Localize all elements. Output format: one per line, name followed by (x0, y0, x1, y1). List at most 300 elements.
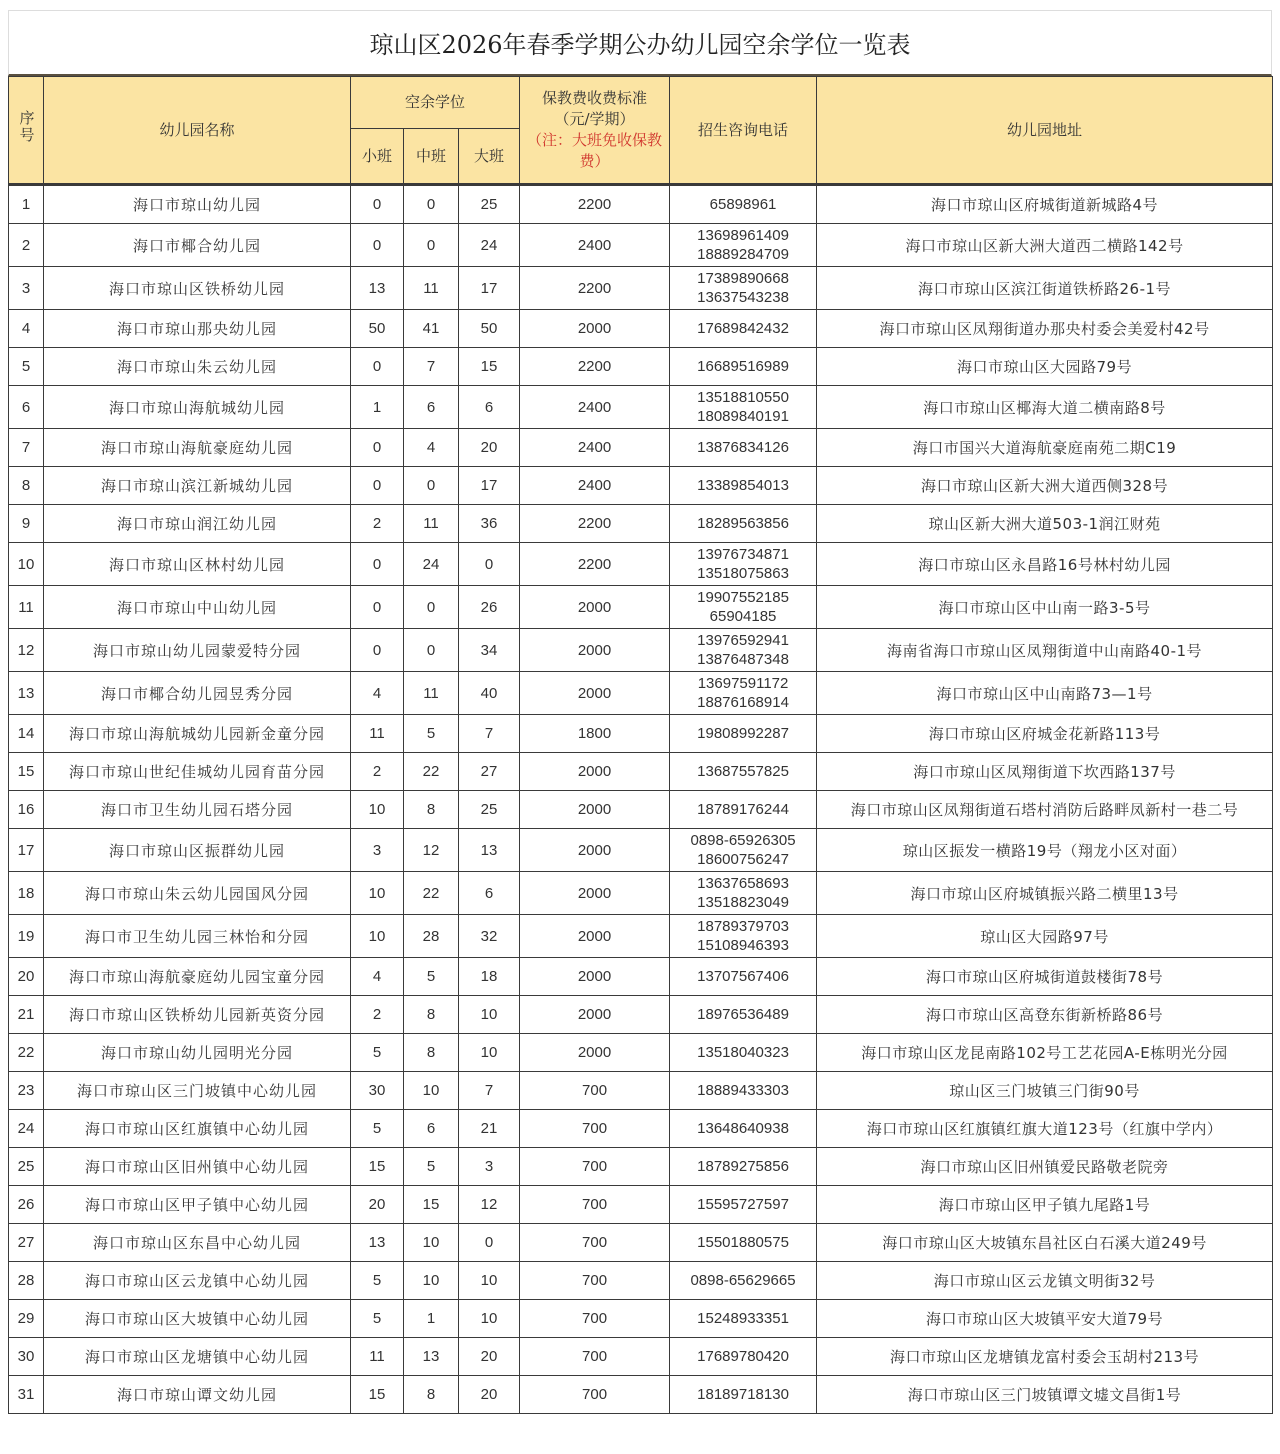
cell-small-class-vacancy: 13 (351, 267, 404, 310)
vacancy-table (8, 76, 1273, 1414)
cell-fee: 2200 (520, 348, 670, 386)
cell-small-class-vacancy: 0 (351, 629, 404, 672)
cell-small-class-vacancy: 0 (351, 429, 404, 467)
cell-small-class-vacancy: 50 (351, 310, 404, 348)
cell-kindergarten-name: 海口市琼山谭文幼儿园 (44, 1376, 351, 1414)
cell-large-class-vacancy: 36 (459, 505, 520, 543)
cell-phone (670, 543, 817, 586)
cell-phone (670, 996, 817, 1034)
cell-small-class-vacancy: 2 (351, 753, 404, 791)
phone-number[interactable]: 18600756247 (697, 851, 789, 868)
cell-kindergarten-name: 海口市琼山区龙塘镇中心幼儿园 (44, 1338, 351, 1376)
cell-phone (670, 1338, 817, 1376)
cell-large-class-vacancy: 18 (459, 958, 520, 996)
table-row (9, 185, 1273, 224)
cell-seq: 2 (9, 224, 44, 267)
cell-fee: 2000 (520, 958, 670, 996)
cell-small-class-vacancy: 5 (351, 1034, 404, 1072)
phone-number[interactable]: 19907552185 (697, 589, 789, 606)
header-fee (520, 77, 670, 185)
cell-large-class-vacancy: 10 (459, 996, 520, 1034)
cell-fee: 2000 (520, 310, 670, 348)
table-row (9, 1186, 1273, 1224)
cell-large-class-vacancy: 20 (459, 429, 520, 467)
phone-number[interactable]: 18789379703 (697, 918, 789, 935)
cell-middle-class-vacancy: 15 (404, 1186, 459, 1224)
cell-phone (670, 629, 817, 672)
cell-seq: 27 (9, 1224, 44, 1262)
phone-number[interactable]: 19808992287 (697, 725, 789, 742)
cell-middle-class-vacancy: 0 (404, 586, 459, 629)
cell-large-class-vacancy: 34 (459, 629, 520, 672)
table-row (9, 958, 1273, 996)
cell-phone (670, 185, 817, 224)
cell-middle-class-vacancy: 22 (404, 753, 459, 791)
cell-address: 海口市琼山区龙塘镇龙富村委会玉胡村213号 (817, 1338, 1273, 1376)
cell-fee: 2000 (520, 996, 670, 1034)
phone-number[interactable]: 13637658693 (697, 875, 789, 892)
phone-number[interactable]: 18889284709 (697, 246, 789, 263)
table-row (9, 1148, 1273, 1186)
header-phone: 招生咨询电话 (670, 77, 817, 185)
cell-address: 琼山区新大洲大道503-1润江财苑 (817, 505, 1273, 543)
cell-middle-class-vacancy: 11 (404, 672, 459, 715)
cell-kindergarten-name: 海口市琼山朱云幼儿园国风分园 (44, 872, 351, 915)
header-fee-unit: （元/学期） (554, 110, 635, 128)
cell-kindergarten-name: 海口市卫生幼儿园三林怡和分园 (44, 915, 351, 958)
cell-middle-class-vacancy: 13 (404, 1338, 459, 1376)
cell-address: 海口市琼山区高登东街新桥路86号 (817, 996, 1273, 1034)
cell-fee: 700 (520, 1110, 670, 1148)
phone-number[interactable]: 13518075863 (697, 565, 789, 582)
page-title: 琼山区2026年春季学期公办幼儿园空余学位一览表 (369, 31, 911, 59)
table-row (9, 753, 1273, 791)
cell-large-class-vacancy: 32 (459, 915, 520, 958)
cell-fee: 2000 (520, 1034, 670, 1072)
table-row (9, 386, 1273, 429)
cell-seq: 17 (9, 829, 44, 872)
cell-middle-class-vacancy: 24 (404, 543, 459, 586)
cell-seq: 24 (9, 1110, 44, 1148)
cell-address: 海口市琼山区三门坡镇谭文墟文昌街1号 (817, 1376, 1273, 1414)
cell-kindergarten-name: 海口市琼山海航城幼儿园新金童分园 (44, 715, 351, 753)
cell-small-class-vacancy: 30 (351, 1072, 404, 1110)
table-row (9, 1110, 1273, 1148)
cell-seq: 19 (9, 915, 44, 958)
table-row (9, 1262, 1273, 1300)
table-row (9, 791, 1273, 829)
cell-large-class-vacancy: 20 (459, 1338, 520, 1376)
phone-number[interactable]: 13389854013 (697, 477, 789, 494)
header-fee-title: 保教费收费标准 (542, 89, 648, 107)
cell-seq: 13 (9, 672, 44, 715)
cell-kindergarten-name: 海口市琼山区甲子镇中心幼儿园 (44, 1186, 351, 1224)
header-seq: 序号 (9, 77, 44, 185)
cell-phone (670, 467, 817, 505)
cell-fee: 1800 (520, 715, 670, 753)
cell-seq: 15 (9, 753, 44, 791)
cell-middle-class-vacancy: 6 (404, 386, 459, 429)
cell-small-class-vacancy: 10 (351, 872, 404, 915)
cell-large-class-vacancy: 40 (459, 672, 520, 715)
cell-phone (670, 1034, 817, 1072)
cell-fee: 2400 (520, 386, 670, 429)
phone-number[interactable]: 18189718130 (697, 1386, 789, 1403)
phone-number[interactable]: 18289563856 (697, 515, 789, 532)
cell-address: 琼山区大园路97号 (817, 915, 1273, 958)
cell-seq: 7 (9, 429, 44, 467)
cell-large-class-vacancy: 6 (459, 872, 520, 915)
cell-middle-class-vacancy: 0 (404, 185, 459, 224)
cell-fee: 2000 (520, 753, 670, 791)
header-small-class: 小班 (351, 129, 404, 185)
phone-number[interactable]: 17689842432 (697, 320, 789, 337)
cell-middle-class-vacancy: 10 (404, 1224, 459, 1262)
table-row (9, 715, 1273, 753)
cell-small-class-vacancy: 5 (351, 1110, 404, 1148)
cell-seq: 18 (9, 872, 44, 915)
cell-phone (670, 829, 817, 872)
phone-number[interactable]: 18789176244 (697, 801, 789, 818)
cell-middle-class-vacancy: 10 (404, 1072, 459, 1110)
cell-small-class-vacancy: 11 (351, 1338, 404, 1376)
cell-small-class-vacancy: 1 (351, 386, 404, 429)
phone-number[interactable]: 65904185 (709, 608, 777, 625)
cell-phone (670, 791, 817, 829)
phone-number[interactable]: 13876834126 (697, 439, 789, 456)
cell-kindergarten-name: 海口市琼山世纪佳城幼儿园育苗分园 (44, 753, 351, 791)
cell-address: 海口市琼山区甲子镇九尾路1号 (817, 1186, 1273, 1224)
cell-kindergarten-name: 海口市琼山海航城幼儿园 (44, 386, 351, 429)
cell-large-class-vacancy: 7 (459, 1072, 520, 1110)
cell-large-class-vacancy: 24 (459, 224, 520, 267)
cell-phone (670, 1300, 817, 1338)
cell-large-class-vacancy: 12 (459, 1186, 520, 1224)
table-row (9, 586, 1273, 629)
cell-small-class-vacancy: 15 (351, 1148, 404, 1186)
phone-number[interactable]: 15108946393 (697, 937, 789, 954)
cell-phone (670, 1072, 817, 1110)
cell-seq: 25 (9, 1148, 44, 1186)
cell-fee: 700 (520, 1072, 670, 1110)
cell-small-class-vacancy: 4 (351, 672, 404, 715)
cell-middle-class-vacancy: 10 (404, 1262, 459, 1300)
cell-seq: 14 (9, 715, 44, 753)
phone-number[interactable]: 13648640938 (697, 1120, 789, 1137)
cell-small-class-vacancy: 11 (351, 715, 404, 753)
cell-large-class-vacancy: 27 (459, 753, 520, 791)
cell-seq: 22 (9, 1034, 44, 1072)
cell-seq: 4 (9, 310, 44, 348)
header-middle-class: 中班 (404, 129, 459, 185)
cell-fee: 2200 (520, 543, 670, 586)
table-row (9, 224, 1273, 267)
phone-number[interactable]: 13697591172 (697, 675, 789, 692)
cell-seq: 12 (9, 629, 44, 672)
cell-seq: 9 (9, 505, 44, 543)
table-row (9, 672, 1273, 715)
cell-kindergarten-name: 海口市琼山区铁桥幼儿园新英资分园 (44, 996, 351, 1034)
cell-small-class-vacancy: 0 (351, 185, 404, 224)
phone-number[interactable]: 18789275856 (697, 1158, 789, 1175)
table-row (9, 1300, 1273, 1338)
cell-phone (670, 958, 817, 996)
cell-seq: 20 (9, 958, 44, 996)
table-row (9, 1034, 1273, 1072)
cell-large-class-vacancy: 15 (459, 348, 520, 386)
cell-phone (670, 505, 817, 543)
cell-kindergarten-name: 海口市琼山中山幼儿园 (44, 586, 351, 629)
cell-fee: 2400 (520, 467, 670, 505)
phone-number[interactable]: 13687557825 (697, 763, 789, 780)
phone-number[interactable]: 18089840191 (697, 408, 789, 425)
cell-middle-class-vacancy: 22 (404, 872, 459, 915)
cell-address: 海口市琼山区滨江街道铁桥路26-1号 (817, 267, 1273, 310)
cell-large-class-vacancy: 7 (459, 715, 520, 753)
cell-fee: 2400 (520, 429, 670, 467)
phone-number[interactable]: 13518810550 (697, 389, 789, 406)
phone-number[interactable]: 17389890668 (697, 270, 789, 287)
cell-phone (670, 310, 817, 348)
cell-large-class-vacancy: 10 (459, 1300, 520, 1338)
cell-fee: 2000 (520, 791, 670, 829)
phone-number[interactable]: 13518040323 (697, 1044, 789, 1061)
phone-number[interactable]: 65898961 (709, 196, 777, 213)
cell-kindergarten-name: 海口市椰合幼儿园昱秀分园 (44, 672, 351, 715)
cell-middle-class-vacancy: 41 (404, 310, 459, 348)
header-large-class: 大班 (459, 129, 520, 185)
cell-kindergarten-name: 海口市琼山区铁桥幼儿园 (44, 267, 351, 310)
phone-number[interactable]: 13518823049 (697, 894, 789, 911)
cell-small-class-vacancy: 15 (351, 1376, 404, 1414)
cell-large-class-vacancy: 6 (459, 386, 520, 429)
cell-address: 海口市琼山区中山南一路3-5号 (817, 586, 1273, 629)
cell-small-class-vacancy: 0 (351, 586, 404, 629)
cell-large-class-vacancy: 17 (459, 267, 520, 310)
cell-seq: 3 (9, 267, 44, 310)
table-row (9, 872, 1273, 915)
cell-fee: 2000 (520, 672, 670, 715)
cell-address: 海口市琼山区大园路79号 (817, 348, 1273, 386)
phone-number[interactable]: 18876168914 (697, 694, 789, 711)
cell-seq: 26 (9, 1186, 44, 1224)
cell-kindergarten-name: 海口市琼山滨江新城幼儿园 (44, 467, 351, 505)
cell-address: 琼山区三门坡镇三门街90号 (817, 1072, 1273, 1110)
cell-address: 海口市琼山区府城街道新城路4号 (817, 185, 1273, 224)
cell-phone (670, 267, 817, 310)
cell-fee: 2200 (520, 505, 670, 543)
cell-middle-class-vacancy: 7 (404, 348, 459, 386)
cell-address: 海口市琼山区永昌路16号林村幼儿园 (817, 543, 1273, 586)
table-row (9, 505, 1273, 543)
cell-middle-class-vacancy: 8 (404, 996, 459, 1034)
cell-seq: 29 (9, 1300, 44, 1338)
cell-address: 海口市琼山区府城金花新路113号 (817, 715, 1273, 753)
cell-seq: 6 (9, 386, 44, 429)
phone-number[interactable]: 13707567406 (697, 968, 789, 985)
cell-address: 海口市琼山区云龙镇文明街32号 (817, 1262, 1273, 1300)
cell-address: 海口市琼山区凤翔街道办那央村委会美爱村42号 (817, 310, 1273, 348)
cell-large-class-vacancy: 25 (459, 791, 520, 829)
cell-address: 海口市琼山区府城街道鼓楼街78号 (817, 958, 1273, 996)
table-row (9, 1224, 1273, 1262)
cell-small-class-vacancy: 10 (351, 915, 404, 958)
cell-kindergarten-name: 海口市琼山润江幼儿园 (44, 505, 351, 543)
cell-address: 琼山区振发一横路19号（翔龙小区对面） (817, 829, 1273, 872)
cell-small-class-vacancy: 0 (351, 224, 404, 267)
cell-kindergarten-name: 海口市琼山幼儿园蒙爱特分园 (44, 629, 351, 672)
cell-small-class-vacancy: 5 (351, 1262, 404, 1300)
table-body (9, 185, 1273, 1414)
header-fee-note: （注：大班免收保教费） (527, 131, 663, 170)
header-address: 幼儿园地址 (817, 77, 1273, 185)
cell-middle-class-vacancy: 11 (404, 267, 459, 310)
cell-middle-class-vacancy: 4 (404, 429, 459, 467)
cell-phone (670, 715, 817, 753)
cell-kindergarten-name: 海口市椰合幼儿园 (44, 224, 351, 267)
cell-kindergarten-name: 海口市琼山朱云幼儿园 (44, 348, 351, 386)
cell-fee: 2000 (520, 829, 670, 872)
cell-address: 海口市琼山区新大洲大道西侧328号 (817, 467, 1273, 505)
phone-number[interactable]: 15501880575 (697, 1234, 789, 1251)
table-row (9, 915, 1273, 958)
cell-seq: 31 (9, 1376, 44, 1414)
cell-address: 海口市琼山区凤翔街道石塔村消防后路畔凤新村一巷二号 (817, 791, 1273, 829)
cell-kindergarten-name: 海口市琼山那央幼儿园 (44, 310, 351, 348)
cell-large-class-vacancy: 50 (459, 310, 520, 348)
cell-large-class-vacancy: 0 (459, 543, 520, 586)
cell-small-class-vacancy: 2 (351, 505, 404, 543)
phone-number[interactable]: 17689780420 (697, 1348, 789, 1365)
cell-phone (670, 1110, 817, 1148)
cell-kindergarten-name: 海口市琼山海航豪庭幼儿园宝童分园 (44, 958, 351, 996)
cell-middle-class-vacancy: 1 (404, 1300, 459, 1338)
cell-phone (670, 348, 817, 386)
cell-fee: 700 (520, 1186, 670, 1224)
cell-kindergarten-name: 海口市琼山区大坡镇中心幼儿园 (44, 1300, 351, 1338)
cell-fee: 700 (520, 1376, 670, 1414)
table-row (9, 543, 1273, 586)
phone-number[interactable]: 18889433303 (697, 1082, 789, 1099)
cell-middle-class-vacancy: 5 (404, 958, 459, 996)
cell-kindergarten-name: 海口市琼山幼儿园明光分园 (44, 1034, 351, 1072)
cell-seq: 1 (9, 185, 44, 224)
cell-address: 海口市琼山区中山南路73—1号 (817, 672, 1273, 715)
cell-kindergarten-name: 海口市琼山区林村幼儿园 (44, 543, 351, 586)
cell-phone (670, 872, 817, 915)
cell-small-class-vacancy: 0 (351, 543, 404, 586)
phone-number[interactable]: 16689516989 (697, 358, 789, 375)
cell-small-class-vacancy: 10 (351, 791, 404, 829)
phone-number[interactable]: 15595727597 (697, 1196, 789, 1213)
cell-small-class-vacancy: 13 (351, 1224, 404, 1262)
title-bar (8, 10, 1272, 76)
phone-number[interactable]: 0898-65629665 (690, 1272, 796, 1289)
cell-phone (670, 429, 817, 467)
cell-middle-class-vacancy: 28 (404, 915, 459, 958)
cell-kindergarten-name: 海口市琼山海航豪庭幼儿园 (44, 429, 351, 467)
cell-phone (670, 1186, 817, 1224)
table-row (9, 996, 1273, 1034)
cell-kindergarten-name: 海口市琼山区振群幼儿园 (44, 829, 351, 872)
table-row (9, 1338, 1273, 1376)
cell-address: 海口市琼山区新大洲大道西二横路142号 (817, 224, 1273, 267)
cell-fee: 2400 (520, 224, 670, 267)
cell-kindergarten-name: 海口市琼山幼儿园 (44, 185, 351, 224)
cell-middle-class-vacancy: 8 (404, 791, 459, 829)
cell-middle-class-vacancy: 0 (404, 467, 459, 505)
cell-phone (670, 1262, 817, 1300)
cell-large-class-vacancy: 17 (459, 467, 520, 505)
cell-fee: 2000 (520, 872, 670, 915)
phone-number[interactable]: 13976734871 (697, 546, 789, 563)
cell-kindergarten-name: 海口市琼山区红旗镇中心幼儿园 (44, 1110, 351, 1148)
cell-phone (670, 672, 817, 715)
phone-number[interactable]: 18976536489 (697, 1006, 789, 1023)
phone-number[interactable]: 13976592941 (697, 632, 789, 649)
cell-fee: 700 (520, 1338, 670, 1376)
cell-fee: 2200 (520, 185, 670, 224)
cell-phone (670, 915, 817, 958)
cell-address: 海口市琼山区红旗镇红旗大道123号（红旗中学内） (817, 1110, 1273, 1148)
phone-number[interactable]: 13637543238 (697, 289, 789, 306)
cell-phone (670, 586, 817, 629)
table-row (9, 348, 1273, 386)
cell-address: 海口市琼山区旧州镇爱民路敬老院旁 (817, 1148, 1273, 1186)
cell-small-class-vacancy: 5 (351, 1300, 404, 1338)
cell-middle-class-vacancy: 8 (404, 1376, 459, 1414)
cell-large-class-vacancy: 20 (459, 1376, 520, 1414)
cell-fee: 2000 (520, 915, 670, 958)
table-row (9, 1072, 1273, 1110)
cell-seq: 23 (9, 1072, 44, 1110)
cell-large-class-vacancy: 25 (459, 185, 520, 224)
phone-number[interactable]: 13698961409 (697, 227, 789, 244)
vacancy-sheet (8, 10, 1272, 1414)
cell-large-class-vacancy: 10 (459, 1262, 520, 1300)
header-name: 幼儿园名称 (44, 77, 351, 185)
cell-address: 海南省海口市琼山区凤翔街道中山南路40-1号 (817, 629, 1273, 672)
cell-small-class-vacancy: 4 (351, 958, 404, 996)
cell-phone (670, 386, 817, 429)
cell-seq: 8 (9, 467, 44, 505)
cell-large-class-vacancy: 26 (459, 586, 520, 629)
cell-phone (670, 1148, 817, 1186)
cell-large-class-vacancy: 13 (459, 829, 520, 872)
cell-fee: 2000 (520, 629, 670, 672)
cell-small-class-vacancy: 3 (351, 829, 404, 872)
cell-seq: 16 (9, 791, 44, 829)
cell-address: 海口市国兴大道海航豪庭南苑二期C19 (817, 429, 1273, 467)
cell-phone (670, 1376, 817, 1414)
cell-kindergarten-name: 海口市琼山区三门坡镇中心幼儿园 (44, 1072, 351, 1110)
cell-middle-class-vacancy: 11 (404, 505, 459, 543)
cell-seq: 30 (9, 1338, 44, 1376)
cell-small-class-vacancy: 2 (351, 996, 404, 1034)
phone-number[interactable]: 13876487348 (697, 651, 789, 668)
table-row (9, 267, 1273, 310)
phone-number[interactable]: 0898-65926305 (690, 832, 796, 849)
phone-number[interactable]: 15248933351 (697, 1310, 789, 1327)
cell-address: 海口市琼山区大坡镇东昌社区白石溪大道249号 (817, 1224, 1273, 1262)
cell-large-class-vacancy: 0 (459, 1224, 520, 1262)
cell-kindergarten-name: 海口市琼山区云龙镇中心幼儿园 (44, 1262, 351, 1300)
cell-middle-class-vacancy: 0 (404, 224, 459, 267)
cell-middle-class-vacancy: 8 (404, 1034, 459, 1072)
table-row (9, 1376, 1273, 1414)
cell-fee: 700 (520, 1148, 670, 1186)
table-row (9, 829, 1273, 872)
